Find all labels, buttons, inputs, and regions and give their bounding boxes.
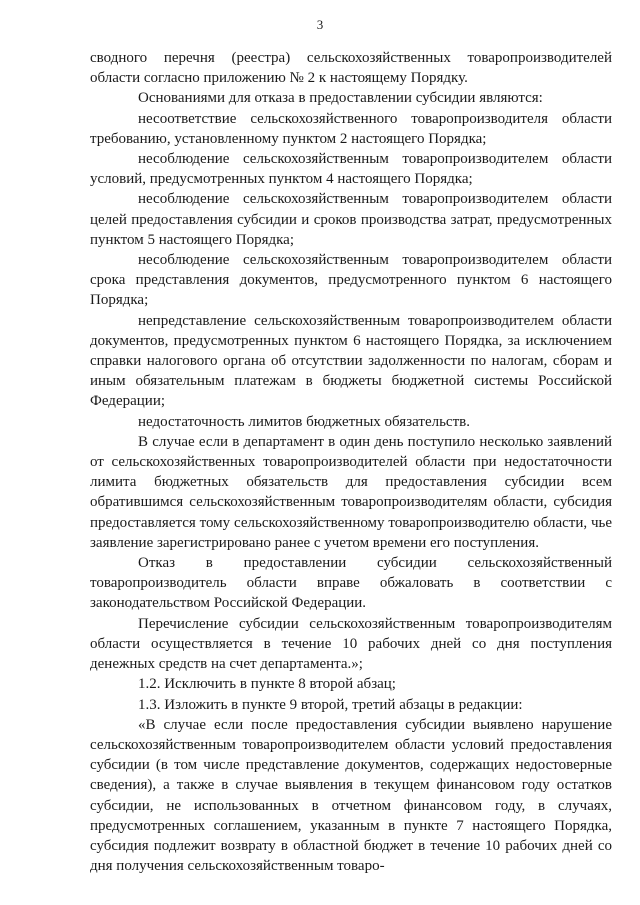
document-body: [90, 48, 612, 876]
paragraph: В случае если в департамент в один день поступило несколько заявлений от сельскохозяйственных товаропроизводителей области при недостаточности лимита бюджетных обязательств для предоставления субсидии всем обратившимся сельскохозяйственным товаропроизводителям области, субсидия предоставляется тому сельскохозяйственному товаропроизводителю области, чье заявление зарегистрировано ранее с учетом времени его поступления.: [90, 433, 612, 551]
paragraph: несоблюдение сельскохозяйственным товаропроизводителем области целей предоставления субсидии и сроков производства затрат, предусмотренных пунктом 5 настоящего Порядка;: [90, 191, 612, 248]
page-number: 3: [316, 17, 324, 32]
paragraph: 1.3. Изложить в пункте 9 второй, третий абзацы в редакции:: [138, 696, 523, 713]
paragraph: несоответствие сельскохозяйственного товаропроизводителя области требованию, установленному пунктом 2 настоящего Порядка;: [90, 110, 612, 147]
paragraph: «В случае если после предоставления субсидии выявлено нарушение сельскохозяйственным товаропроизводителем области условий предоставления субсидии (в том числе представление документов, содержащих недостоверные сведения), а также в случае выявления в текущем финансовом году остатков субсидии, не использованных в отчетном финансовом году, в случаях, предусмотренных соглашением, указанным в пункте 7 настоящего Порядка, субсидия подлежит возврату в областной бюджет в течение 10 рабочих дней со дня получения сельскохозяйственным товаро-: [90, 716, 612, 875]
paragraph: 1.2. Исключить в пункте 8 второй абзац;: [138, 676, 396, 693]
paragraph: Основаниями для отказа в предоставлении субсидии являются:: [138, 90, 543, 107]
paragraph: несоблюдение сельскохозяйственным товаропроизводителем области срока представления документов, предусмотренного пунктом 6 настоящего Порядка;: [90, 252, 612, 309]
paragraph: несоблюдение сельскохозяйственным товаропроизводителем области условий, предусмотренных пунктом 4 настоящего Порядка;: [90, 151, 612, 188]
paragraph: Отказ в предоставлении субсидии сельскохозяйственный товаропроизводитель области вправе обжаловать в соответствии с законодательством Российской Федерации.: [90, 555, 612, 612]
paragraph: Перечисление субсидии сельскохозяйственным товаропроизводителям области осуществляется в течение 10 рабочих дней со дня поступления денежных средств на счет департамента.»;: [90, 615, 612, 673]
paragraph: сводного перечня (реестра) сельскохозяйственных товаропроизводителей области согласно приложению № 2 к настоящему Порядку.: [90, 50, 612, 87]
paragraph: непредставление сельскохозяйственным товаропроизводителем области документов, предусмотренных пунктом 6 настоящего Порядка, за исключением справки налогового органа об отсутствии задолженности по налогам, сборам и иным обязательным платежам в бюджеты бюджетной системы Российской Федерации;: [90, 312, 612, 410]
paragraph: недостаточность лимитов бюджетных обязательств.: [138, 413, 470, 430]
